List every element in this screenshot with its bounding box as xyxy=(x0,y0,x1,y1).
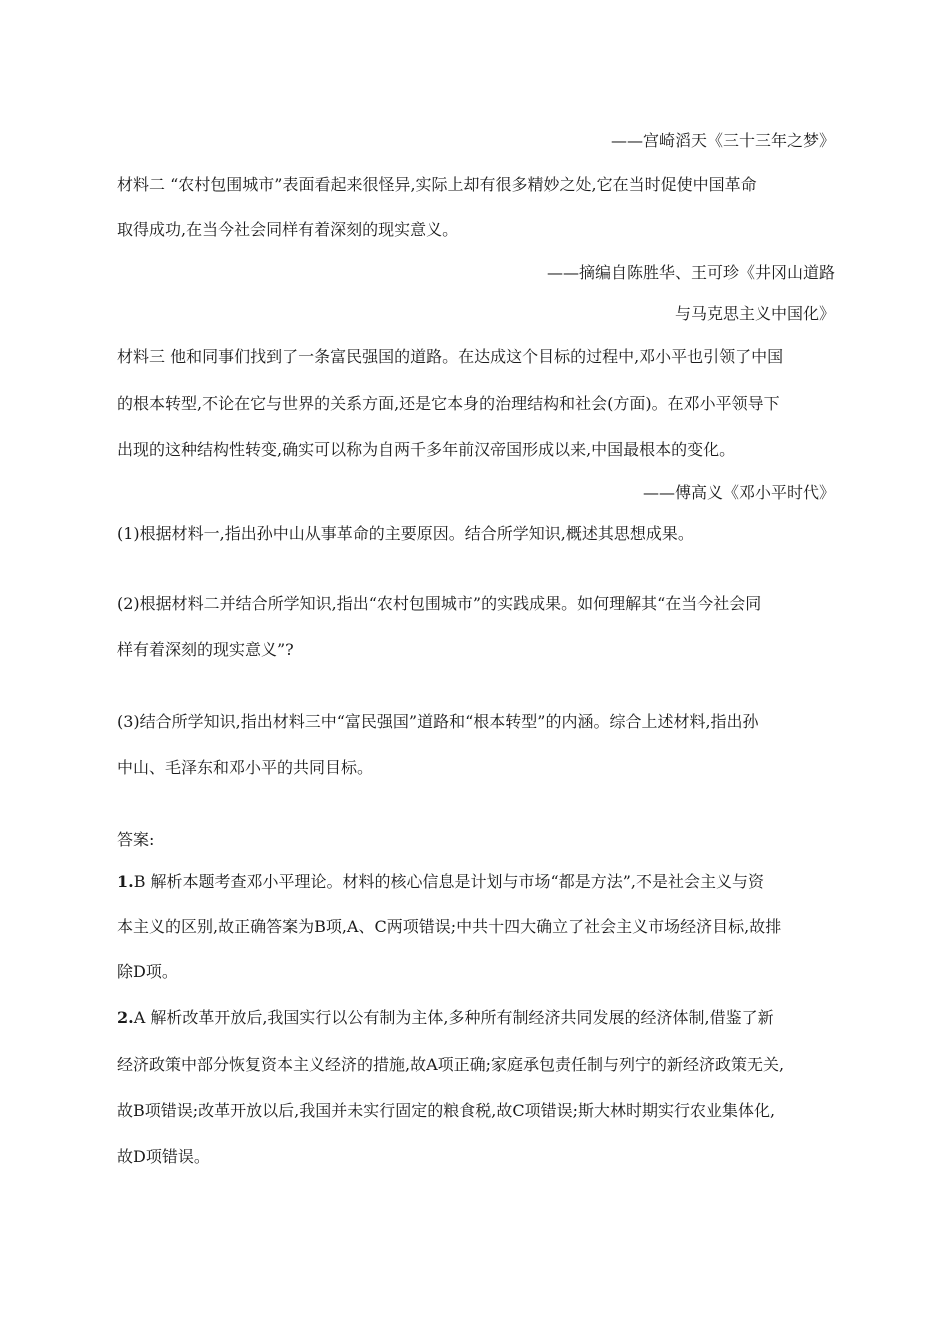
answer-1-number: 1. xyxy=(117,872,134,891)
answer-2-text: A 解析改革开放后,我国实行以公有制为主体,多种所有制经济共同发展的经济体制,借鉴了新 xyxy=(133,1008,774,1027)
answer-1-line-2: 本主义的区别,故正确答案为B项,A、C两项错误;中共十四大确立了社会主义市场经济目标,故排 xyxy=(117,917,782,936)
answer-1-line-3: 除D项。 xyxy=(117,962,178,981)
source-citation-1: ——宫崎滔天《三十三年之梦》 xyxy=(610,131,835,150)
question-3-line-2: 中山、毛泽东和邓小平的共同目标。 xyxy=(117,758,374,777)
answer-2-line-1 xyxy=(117,1008,835,1028)
material-2-line-2: 取得成功,在当今社会同样有着深刻的现实意义。 xyxy=(117,220,459,239)
material-2-source-line-2: 与马克思主义中国化》 xyxy=(674,304,835,323)
answer-2-line-4: 故D项错误。 xyxy=(117,1147,210,1166)
question-2-line-2: 样有着深刻的现实意义”? xyxy=(117,640,294,659)
question-3-line-1: (3)结合所学知识,指出材料三中“富民强国”道路和“根本转型”的内涵。综合上述材料,指出孙 xyxy=(117,712,759,731)
material-2-source-line-1: ——摘编自陈胜华、王可珍《井冈山道路 xyxy=(546,263,835,282)
question-2-line-1: (2)根据材料二并结合所学知识,指出“农村包围城市”的实践成果。如何理解其“在当今社会同 xyxy=(117,594,762,613)
question-1: (1)根据材料一,指出孙中山从事革命的主要原因。结合所学知识,概述其思想成果。 xyxy=(117,524,694,543)
material-3-line-2: 的根本转型,不论在它与世界的关系方面,还是它本身的治理结构和社会(方面)。在邓小平领导下 xyxy=(117,394,780,413)
answer-1-text: B 解析本题考查邓小平理论。材料的核心信息是计划与市场“都是方法”,不是社会主义与资 xyxy=(133,872,764,891)
answers-heading: 答案: xyxy=(117,830,155,849)
material-2-line-1: 材料二 “农村包围城市”表面看起来很怪异,实际上却有很多精妙之处,它在当时促使中国革命 xyxy=(117,175,757,194)
material-3-line-1: 材料三 他和同事们找到了一条富民强国的道路。在达成这个目标的过程中,邓小平也引领了中国 xyxy=(117,347,784,366)
answer-1-line-1 xyxy=(117,872,835,892)
material-3-line-3: 出现的这种结构性转变,确实可以称为自两千多年前汉帝国形成以来,中国最根本的变化。 xyxy=(117,440,736,459)
material-3-source: ——傅高义《邓小平时代》 xyxy=(642,483,835,502)
answer-2-line-3: 故B项错误;改革开放以后,我国并未实行固定的粮食税,故C项错误;斯大林时期实行农业集体化, xyxy=(117,1101,776,1120)
answer-2-line-2: 经济政策中部分恢复资本主义经济的措施,故A项正确;家庭承包责任制与列宁的新经济政策无关, xyxy=(117,1055,785,1074)
answer-2-number: 2. xyxy=(117,1008,134,1027)
